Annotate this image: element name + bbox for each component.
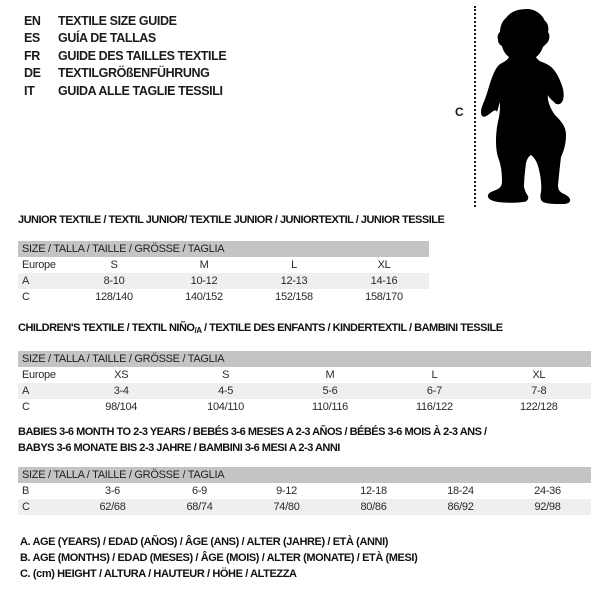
- age-cell: 9-12: [276, 485, 297, 497]
- children-size-table: [18, 351, 591, 415]
- size-cell: M: [199, 259, 209, 271]
- height-cell: 128/140: [95, 291, 133, 303]
- height-cell: 98/104: [105, 401, 138, 413]
- age-cell: 10-12: [190, 275, 218, 287]
- note-height-cm: C. (cm) HEIGHT / ALTURA / HAUTEUR / HÖHE / ALTEZZA: [20, 568, 297, 580]
- size-header-bar: SIZE / TALLA / TAILLE / GRÖSSE / TAGLIA: [18, 241, 429, 257]
- row-label: C: [22, 501, 30, 513]
- language-row-en: [24, 13, 226, 30]
- table-row: [18, 367, 591, 383]
- size-cell: L: [291, 259, 297, 271]
- age-cell: 12-13: [280, 275, 308, 287]
- table-row: [18, 383, 591, 399]
- height-cell: 104/110: [207, 401, 245, 413]
- height-cell: 68/74: [186, 501, 213, 513]
- height-cell: 62/68: [99, 501, 126, 513]
- children-title-post: / TEXTILE DES ENFANTS / KINDERTEXTIL / BAMBINI TESSILE: [201, 322, 503, 334]
- junior-table-title: JUNIOR TEXTILE / TEXTIL JUNIOR/ TEXTILE JUNIOR / JUNIORTEXTIL / JUNIOR TESSILE: [18, 214, 445, 226]
- height-cell: 122/128: [519, 401, 558, 413]
- age-cell: 6-7: [426, 385, 442, 397]
- age-cell: 8-10: [103, 275, 125, 287]
- row-label: C: [22, 401, 30, 413]
- height-cell: 140/152: [185, 291, 223, 303]
- guide-title: TEXTILE SIZE GUIDE: [58, 14, 177, 28]
- row-label: A: [22, 385, 30, 397]
- babies-table-title: [18, 424, 487, 456]
- language-title-list: [24, 13, 226, 100]
- height-measure-label: C: [455, 105, 464, 119]
- language-code: FR: [24, 48, 40, 63]
- height-cell: 158/170: [365, 291, 403, 303]
- note-age-years: A. AGE (YEARS) / EDAD (AÑOS) / ÂGE (ANS) / ALTER (JAHRE) / ETÀ (ANNI): [20, 536, 388, 548]
- language-code: DE: [24, 66, 41, 81]
- size-cell: S: [110, 259, 118, 271]
- age-cell: 6-9: [192, 485, 207, 497]
- row-label: Europe: [22, 369, 56, 381]
- guide-title: TEXTILGRÖßENFÜHRUNG: [58, 66, 210, 81]
- size-cell: XL: [532, 369, 546, 381]
- size-cell: XL: [377, 259, 391, 271]
- babies-title-line-1: BABIES 3-6 MONTH TO 2-3 YEARS / BEBÉS 3-6 MESES A 2-3 AÑOS / BÉBÉS 3-6 MOIS À 2-3 ANS /: [18, 426, 487, 438]
- age-cell: 5-6: [322, 385, 338, 397]
- language-code: EN: [24, 14, 41, 28]
- table-row: [18, 273, 429, 289]
- table-row: [18, 257, 429, 273]
- table-row: [18, 289, 429, 305]
- size-cell: S: [222, 369, 230, 381]
- language-code: ES: [24, 31, 40, 46]
- age-cell: 24-36: [534, 485, 561, 497]
- language-row-de: [24, 65, 226, 82]
- size-header-bar: SIZE / TALLA / TAILLE / GRÖSSE / TAGLIA: [18, 467, 591, 483]
- babies-title-line-2: BABYS 3-6 MONATE BIS 2-3 JAHRE / BAMBINI 3-6 MESI A 2-3 ANNI: [18, 442, 340, 454]
- height-cell: 74/80: [273, 501, 300, 513]
- guide-title: GUÍA DE TALLAS: [58, 31, 156, 46]
- babies-size-table: [18, 467, 591, 515]
- size-header-bar: SIZE / TALLA / TAILLE / GRÖSSE / TAGLIA: [18, 351, 591, 367]
- children-table-title: [18, 322, 503, 335]
- age-cell: 12-18: [360, 485, 387, 497]
- table-row: [18, 399, 591, 415]
- size-cell: L: [431, 369, 438, 381]
- row-label: B: [22, 485, 30, 497]
- size-cell: M: [325, 369, 335, 381]
- table-row: [18, 499, 591, 515]
- legend-notes: [20, 534, 417, 582]
- size-cell: XS: [114, 369, 129, 381]
- height-cell: 80/86: [360, 501, 387, 513]
- children-title-pre: CHILDREN'S TEXTILE / TEXTIL NIÑO: [18, 322, 195, 334]
- language-row-es: [24, 30, 226, 47]
- age-cell: 3-4: [113, 385, 129, 397]
- height-cell: 116/122: [415, 401, 453, 413]
- age-cell: 14-16: [370, 275, 398, 287]
- note-age-months: B. AGE (MONTHS) / EDAD (MESES) / ÂGE (MOIS) / ALTER (MONATE) / ETÀ (MESI): [20, 552, 418, 564]
- age-cell: 18-24: [447, 485, 474, 497]
- language-row-fr: [24, 48, 226, 65]
- height-cell: 110/116: [311, 401, 348, 413]
- height-cell: 86/92: [447, 501, 474, 513]
- age-cell: 7-8: [531, 385, 547, 397]
- baby-silhouette-image: [470, 5, 575, 205]
- guide-title: GUIDA ALLE TAGLIE TESSILI: [58, 83, 223, 98]
- language-row-it: [24, 83, 226, 100]
- row-label: Europe: [22, 259, 56, 271]
- row-label: A: [22, 275, 30, 287]
- junior-size-table: [18, 241, 429, 305]
- age-cell: 3-6: [105, 485, 120, 497]
- table-row: [18, 483, 591, 499]
- age-cell: 4-5: [218, 385, 234, 397]
- children-title-sub: /A: [194, 326, 202, 335]
- height-cell: 152/158: [275, 291, 313, 303]
- row-label: C: [22, 291, 30, 303]
- height-cell: 92/98: [534, 501, 561, 513]
- language-code: IT: [24, 83, 35, 98]
- guide-title: GUIDE DES TAILLES TEXTILE: [58, 48, 227, 63]
